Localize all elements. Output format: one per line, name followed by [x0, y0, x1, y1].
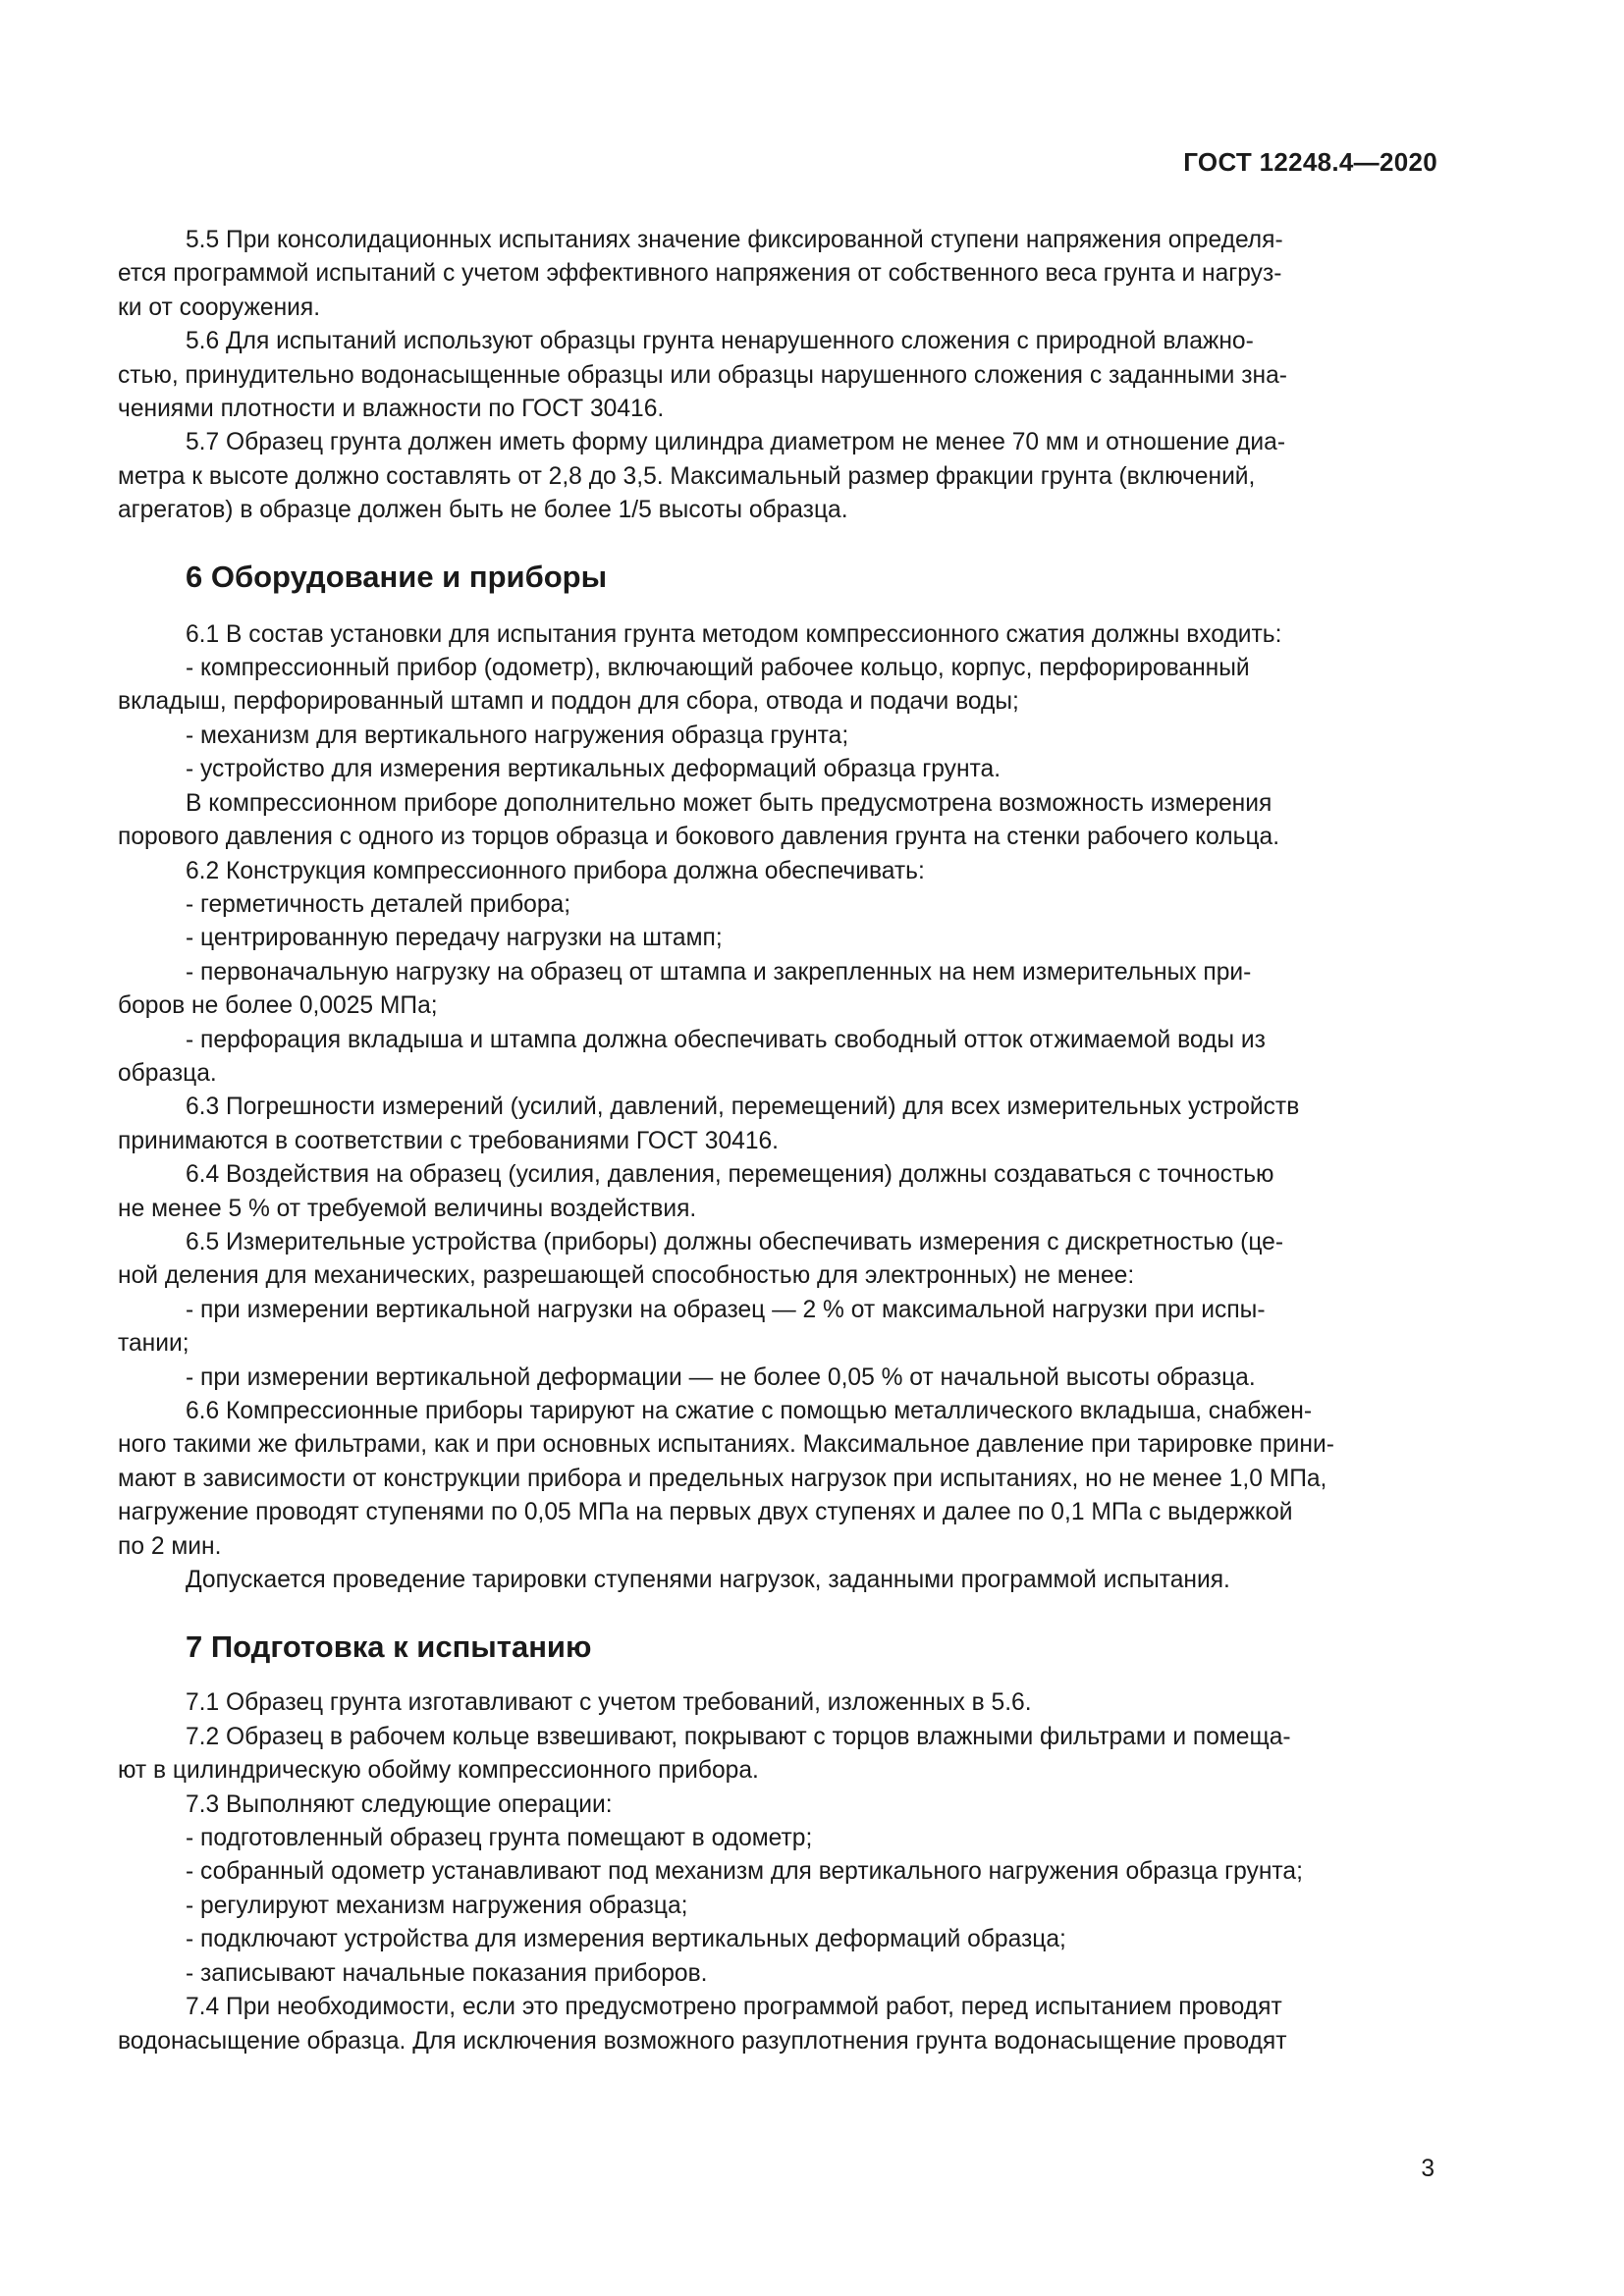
- paragraph-6-6-calibration: Допускается проведение тарировки ступенями нагрузок, заданными программой испытания.: [186, 1567, 1230, 1594]
- list-item-6-5-vertical-deformation: - при измерении вертикальной деформации — не более 0,05 % от начальной высоты образца.: [186, 1363, 1256, 1391]
- section-7-heading: 7 Подготовка к испытанию: [186, 1629, 592, 1665]
- paragraph-5-5: 5.5 При консолидационных испытаниях значение фиксированной ступени напряжения определя- ется программой испытаний с учетом эффективного напряжения от собственного веса грунта и нагруз- ки от сооружения.: [118, 227, 1283, 321]
- paragraph-6-1-pore-pressure: В компрессионном приборе дополнительно может быть предусмотрена возможность измерения порового давления с одного из торцов образца и бокового давления грунта на стенки рабочего кольца.: [118, 789, 1280, 851]
- list-item-6-5-vertical-load: - при измерении вертикальной нагрузки на образец — 2 % от максимальной нагрузки при испы- тании;: [118, 1296, 1266, 1358]
- section-6-heading: 6 Оборудование и приборы: [186, 559, 608, 594]
- paragraph-5-6: 5.6 Для испытаний используют образцы грунта ненарушенного сложения с природной влажно- стью, принудительно водонасыщенные образцы или образцы нарушенного сложения с заданными зна- чениями плотности и влажности по ГОСТ 30416.: [118, 328, 1287, 423]
- paragraph-7-2: 7.2 Образец в рабочем кольце взвешивают, покрывают с торцов влажными фильтрами и помеща- ют в цилиндрическую обойму компрессионного прибора.: [118, 1723, 1291, 1785]
- page-number: 3: [1421, 2156, 1435, 2182]
- paragraph-6-3: 6.3 Погрешности измерений (усилий, давлений, перемещений) для всех измерительных устройств принимаются в соответствии с требованиями ГОСТ 30416.: [118, 1094, 1300, 1154]
- paragraph-6-5: 6.5 Измерительные устройства (приборы) должны обеспечивать измерения с дискретностью (це- ной деления для механических, разрешающей способностью для электронных) не менее:: [118, 1228, 1284, 1290]
- list-item-7-3-record-readings: - записывают начальные показания приборов.: [186, 1959, 708, 1987]
- list-item-7-3-adjust-mechanism: - регулируют механизм нагружения образца;: [186, 1892, 688, 1919]
- paragraph-6-4: 6.4 Воздействия на образец (усилия, давления, перемещения) должны создаваться с точностью не менее 5 % от требуемой величины воздействия.: [118, 1161, 1274, 1222]
- paragraph-7-3: 7.3 Выполняют следующие операции:: [186, 1790, 613, 1818]
- list-item-6-2-perforation: - перфорация вкладыша и штампа должна обеспечивать свободный отток отжимаемой воды из образца.: [118, 1026, 1266, 1087]
- document-id-header: ГОСТ 12248.4—2020: [1183, 147, 1437, 177]
- paragraph-6-2: 6.2 Конструкция компрессионного прибора должна обеспечивать:: [186, 857, 925, 884]
- list-item-6-1-loading-mechanism: - механизм для вертикального нагружения образца грунта;: [186, 721, 849, 749]
- list-item-7-3-install-odometer: - собранный одометр устанавливают под механизм для вертикального нагружения образца грунта;: [186, 1858, 1303, 1886]
- list-item-6-2-hermetic: - герметичность деталей прибора;: [186, 890, 571, 918]
- list-item-6-1-odometer: - компрессионный прибор (одометр), включающий рабочее кольцо, корпус, перфорированный вкладыш, перфорированный штамп и поддон для сбора, отвода и подачи воды;: [118, 655, 1250, 716]
- paragraph-6-6: 6.6 Компрессионные приборы тарируют на сжатие с помощью металлического вкладыша, снабжен- ного такими же фильтрами, как и при основных испытаниях. Максимальное давление при тарировке прини- мают в зависимости от конструкции прибора и предельных нагрузок при испытаниях, но не менее 1,0 МПа, нагружение проводят ступенями по 0,05 МПа на первых двух ступенях и далее по 0,1 МПа с выдержкой по 2 мин.: [118, 1398, 1334, 1560]
- list-item-6-2-initial-load: - первоначальную нагрузку на образец от штампа и закрепленных на нем измерительных при- боров не более 0,0025 МПа;: [118, 958, 1252, 1020]
- paragraph-6-1: 6.1 В состав установки для испытания грунта методом компрессионного сжатия должны входить:: [186, 620, 1282, 648]
- list-item-6-2-centered-load: - центрированную передачу нагрузки на штамп;: [186, 925, 723, 952]
- paragraph-7-1: 7.1 Образец грунта изготавливают с учетом требований, изложенных в 5.6.: [186, 1689, 1032, 1717]
- document-body: [118, 224, 1439, 2058]
- paragraph-7-4: 7.4 При необходимости, если это предусмотрено программой работ, перед испытанием проводят водонасыщение образца. Для исключения возможного разуплотнения грунта водонасыщение проводят: [118, 1994, 1287, 2055]
- list-item-6-1-deformation-device: - устройство для измерения вертикальных деформаций образца грунта.: [186, 756, 1001, 783]
- list-item-7-3-place-sample: - подготовленный образец грунта помещают в одометр;: [186, 1825, 813, 1852]
- list-item-7-3-connect-devices: - подключают устройства для измерения вертикальных деформаций образца;: [186, 1926, 1066, 1953]
- paragraph-5-7: 5.7 Образец грунта должен иметь форму цилиндра диаметром не менее 70 мм и отношение диа- метра к высоте должно составлять от 2,8 до 3,5. Максимальный размер фракции грунта (включений, агрегатов) в образце должен быть не более 1/5 высоты образца.: [118, 429, 1286, 524]
